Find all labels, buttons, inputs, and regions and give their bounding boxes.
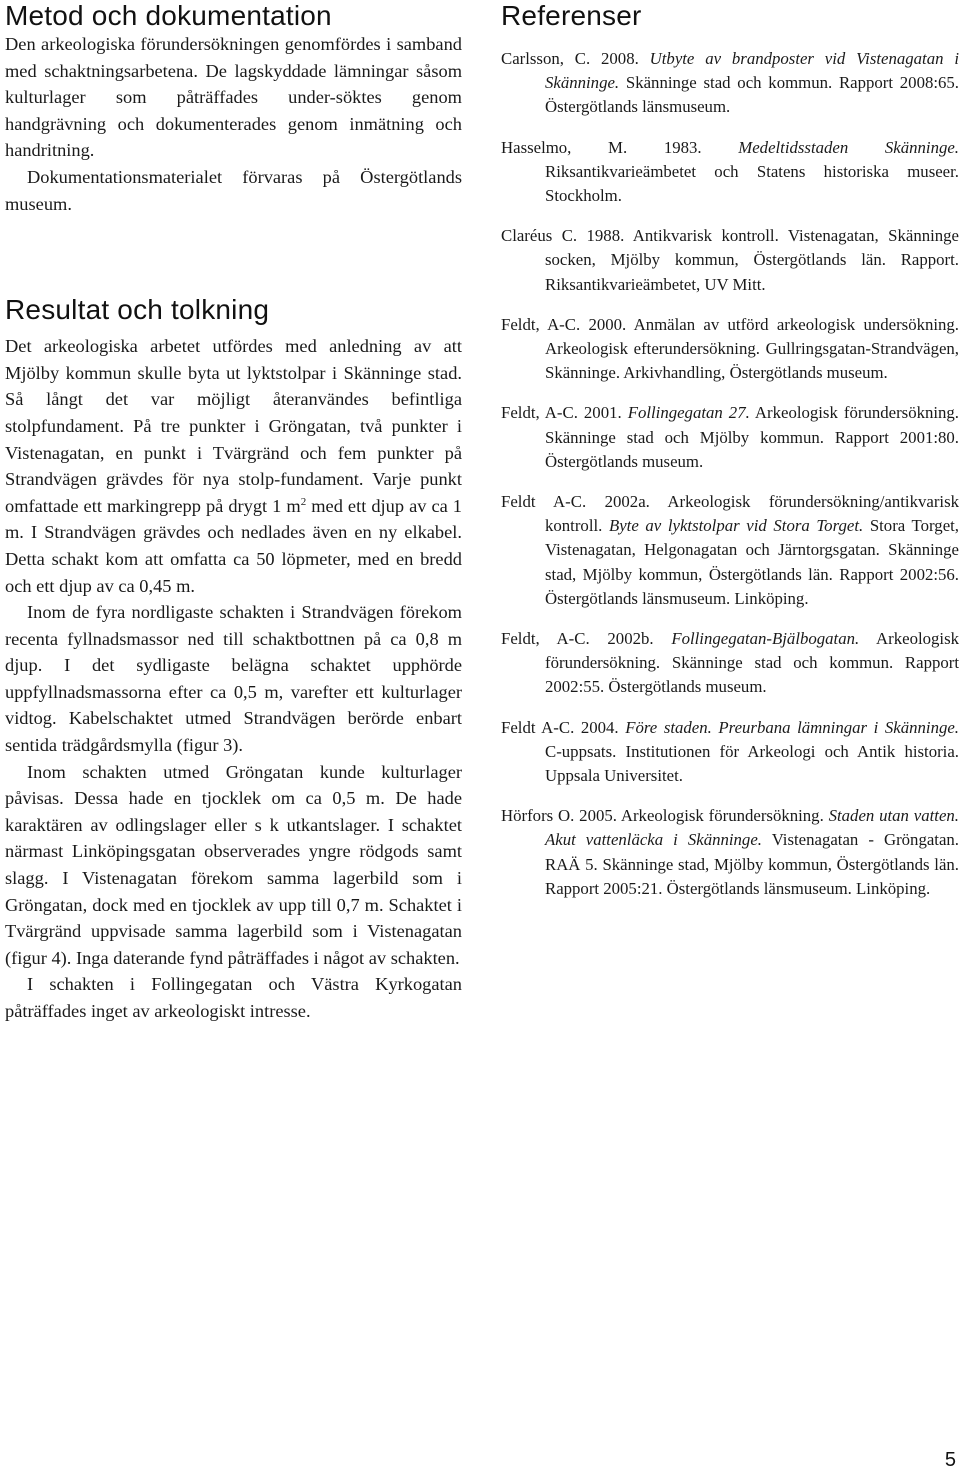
left-column (5, 0, 462, 1025)
ref-text: Feldt, A-C. 2001. (501, 403, 628, 423)
ref-text: Feldt A-C. 2004. (501, 717, 626, 737)
metod-paragraph-1: Den arkeologiska förundersökningen genomfördes i samband med schaktningsarbetena. De lagskyddade lämningar såsom kulturlager som påträffades under-söktes genom handgrävning och dokumenterades genom inmätning och handritning. (5, 34, 462, 161)
ref-text: Feldt, A-C. 2000. Anmälan av utförd arkeologisk undersökning. Arkeologisk efterundersökning. Gullringsgatan-Strandvägen, Skänninge. Arkivhandling, Östergötlands museum. (501, 314, 959, 383)
reference-item (501, 136, 959, 209)
reference-item (501, 47, 959, 120)
ref-text: Arkeologisk förundersökning. Skänninge stad och Mjölby kommun. Rapport 2001:80. Östergötlands museum. (545, 403, 959, 471)
resultat-paragraph-3: Inom schakten utmed Gröngatan kunde kulturlager påvisas. Dessa hade en tjocklek om ca 0,5 m. De hade karaktären av odlingslager eller s k utkantslager. I schaktet närmast Linköpingsgatan observerades yngre rödgods samt slagg. I Vistenagatan förekom samma lagerbild som i Gröngatan, dock med en tjocklek av upp till 0,7 m. Schaktet i Tvärgränd uppvisade samma lagerbild som i Vistenagatan (figur 4). Inga daterande fynd påträffades i något av schakten. (5, 761, 462, 968)
ref-text: Skänninge stad och kommun. Rapport 2008:65. Östergötlands länsmuseum. (545, 73, 959, 117)
superscript-2: 2 (300, 495, 307, 508)
section-heading-resultat: Resultat och tolkning (5, 294, 270, 326)
ref-title: Medeltidsstaden Skänninge. (738, 137, 959, 157)
resultat-paragraph-1 (5, 333, 462, 599)
ref-text: Claréus C. 1988. Antikvarisk kontroll. Vistenagatan, Skänninge socken, Mjölby kommun, Östergötlands län. Rapport. Riksantikvarieämbetet, UV Mitt. (501, 226, 959, 294)
ref-title: Staden utan vatten. Akut vattenläcka i Skänninge. (545, 806, 959, 850)
right-column (501, 0, 959, 917)
ref-text: Riksantikvarieämbetet och Statens historiska museer. Stockholm. (545, 161, 959, 206)
reference-item (501, 313, 959, 386)
reference-item (501, 716, 959, 789)
ref-title: Byte av lyktstolpar vid Stora Torget. (608, 516, 864, 536)
ref-text: Feldt A-C. 2002a. Arkeologisk förundersökning/antikvarisk kontroll. (501, 492, 959, 536)
ref-text: Hörfors O. 2005. Arkeologisk förundersökning. (501, 806, 829, 826)
reference-item (501, 804, 959, 901)
section-heading-metod: Metod och dokumentation (5, 0, 332, 31)
reference-item (501, 401, 959, 474)
reference-item (501, 627, 959, 700)
reference-list (501, 47, 959, 901)
ref-text: C-uppsats. Institutionen för Arkeologi och Antik historia. Uppsala Universitet. (545, 741, 959, 786)
section-heading-referenser: Referenser (501, 0, 642, 31)
metod-paragraph-2: Dokumentationsmaterialet förvaras på Östergötlands museum. (5, 166, 462, 214)
page-number: 5 (944, 1449, 956, 1471)
reference-item (501, 224, 959, 297)
ref-text: Feldt, A-C. 2002b. (501, 629, 672, 649)
ref-text: Stora Torget, Vistenagatan, Helgonagatan och Järntorgsgatan. Skänninge stad, Mjölby kommun, Östergötlands län. Rapport 2002:56. Östergötlands länsmuseum. Linköping. (545, 516, 960, 608)
ref-title: Follingegatan 27. (627, 403, 750, 423)
resultat-paragraph-4: I schakten i Follingegatan och Västra Kyrkogatan påträffades inget av arkeologiskt intresse. (5, 974, 462, 1021)
ref-text: Carlsson, C. 2008. (501, 49, 650, 68)
resultat-paragraph-2: Inom de fyra nordligaste schakten i Strandvägen förekom recenta fyllnadsmassor ned till schaktbottnen på ca 0,8 m djup. I det sydligaste belägna schaktet upphörde uppfyllnadsmassorna efter ca 0,5 m, varefter ett kulturlager vidtog. Kabelschaktet utmed Strandvägen berörde enbart sentida trädgårdsmylla (figur 3). (5, 602, 462, 756)
reference-item (501, 490, 959, 611)
ref-title: Utbyte av brandposter vid Vistenagatan i Skänninge. (545, 49, 959, 93)
ref-text: Vistenagatan - Gröngatan. RAÄ 5. Skänninge stad, Mjölby kommun, Östergötlands län. Rapport 2005:21. Östergötlands länsmuseum. Linköping. (545, 830, 959, 898)
ref-title: Före staden. Preurbana lämningar i Skänninge. (625, 717, 959, 737)
ref-text: Hasselmo, M. 1983. (501, 137, 739, 157)
ref-title: Follingegatan-Bjälbogatan. (671, 629, 860, 649)
resultat-p1-text: Det arkeologiska arbetet utfördes med anledning av att Mjölby kommun skulle byta ut lyktstolpar i Skänninge stad. Så långt det var möjligt återanvändes befintliga stolpfundament. På tre punkter i Gröngatan, två punkter i Vistenagatan, en punkt i Tvärgränd och fem punkter på Strandvägen grävdes för nya stolp-fundament. Varje punkt omfattade ett markingrepp på drygt 1 m (5, 336, 462, 516)
ref-text: Arkeologisk förundersökning. Skänninge stad och kommun. Rapport 2002:55. Östergötlands museum. (545, 629, 959, 697)
resultat-p1-rest: med ett djup av ca 1 m. I Strandvägen grävdes och nedlades även en ny elkabel. Detta schakt kom att omfatta ca 50 löpmeter, med en bredd och ett djup av ca 0,45 m. (5, 495, 462, 596)
